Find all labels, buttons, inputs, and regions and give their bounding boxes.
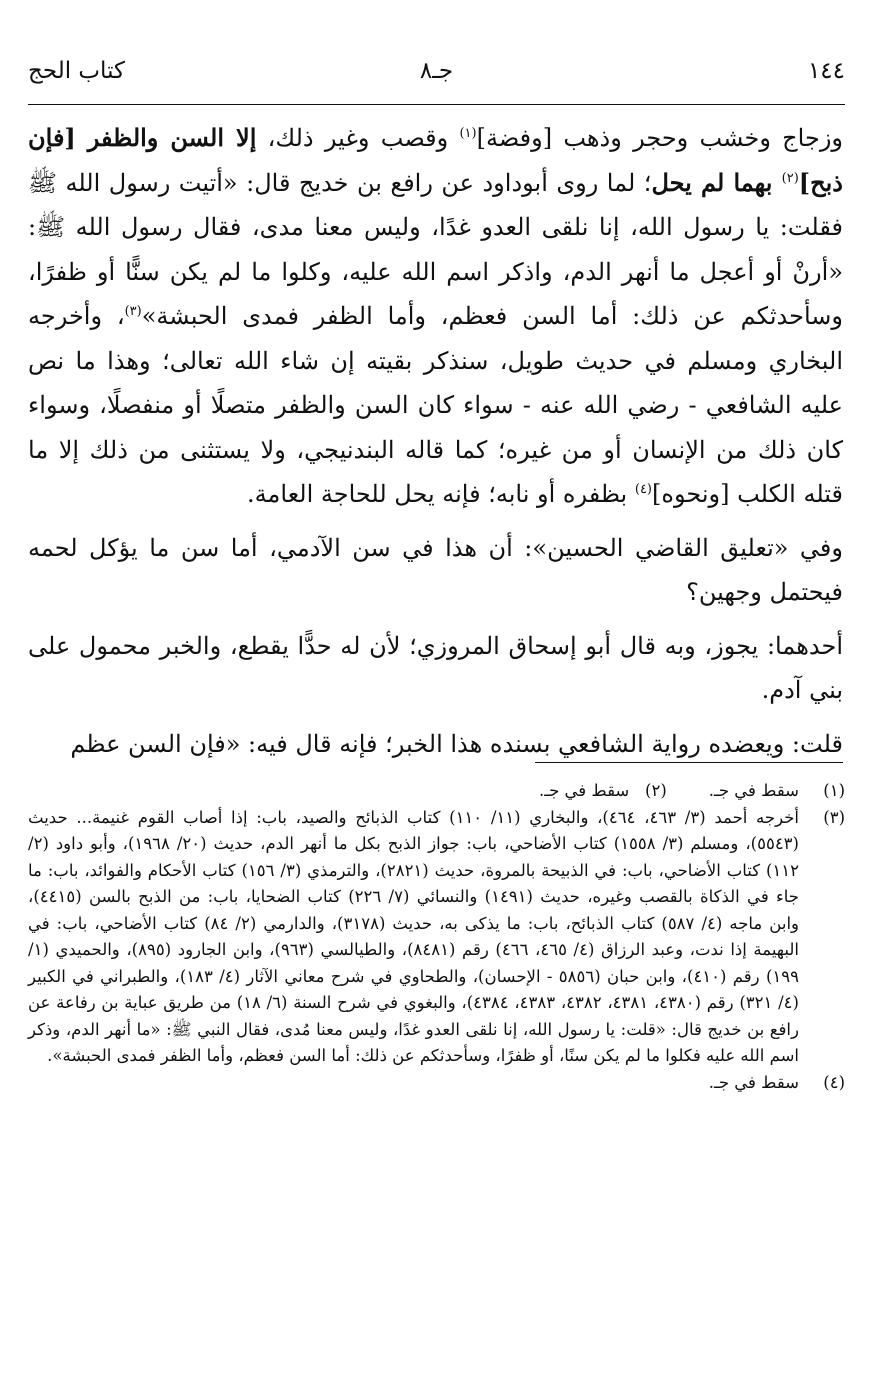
footnote-3 xyxy=(28,805,845,1070)
footnote-number: (٤) xyxy=(823,1072,845,1092)
footnote-ref-1: (١) xyxy=(459,126,477,141)
footnote-text: أخرجه أحمد (٣/ ٤٦٣، ٤٦٤)، والبخاري (١١/ ١١٠) كتاب الذبائح والصيد، باب: إذا أصاب القوم غنيمة... حديث (٥٥٤٣)، ومسلم (٣/ ١٥٥٨) كتاب الأضاحي، باب: جواز الذبح بكل ما أنهر الدم، حديث (٢٠/ ١٩٦٨)، وأبو داود (٢/ ١١٢) كتاب الأضاحي، باب: في الذبيحة بالمروة، حديث (٢٨٢١)، والترمذي (٣/ ١٥٦) كتاب الأحكام والفوائد، باب: ما جاء في الذكاة بالقصب وغيره، حديث (١٤٩١) والنسائي (٧/ ٢٢٦) كتاب الضحايا، باب: من الذبح بالسن (٤٤١٥)، وابن ماجه (٤/ ٥٨٧) كتاب الذبائح، باب: ما يذكى به، حديث (٣١٧٨)، والدارمي (٢/ ٨٤) كتاب الأضاحي، باب: في البهيمة إذا ندت، وعبد الرزاق (٤/ ٤٦٥، ٤٦٦) رقم (٨٤٨١)، والطيالسي (٩٦٣)، وابن الجارود (٨٩٥)، والحميدي (١/ ١٩٩) رقم (٤١٠)، وابن حبان (٥٨٥٦ - الإحسان)، والطحاوي في شرح معاني الآثار (٤/ ١٨٣)، والطبراني في الكبير (٤/ ٣٢١) رقم (٤٣٨٠، ٤٣٨١، ٤٣٨٢، ٤٣٨٣، ٤٣٨٤)، والبغوي في شرح السنة (٦/ ١٨) من طريق عباية بن رفاعة عن رافع بن خديج قال: «قلت: يا رسول الله، إنا نلقى العدو غدًا، وليس معنا مُدى، فقال النبي ﷺ: «ما أنهر الدم، وذكر اسم الله عليه فكلوا ما لم يكن سنًا، أو ظفرًا، وسأحدثكم عن ذلك: أما السن فعظم، وأما الظفر فمدى الحبشة». xyxy=(28,807,799,1065)
paragraph-4: قلت: ويعضده رواية الشافعي بسنده هذا الخبر؛ فإنه قال فيه: «فإن السن عظم xyxy=(70,729,843,758)
footnote-4 xyxy=(28,1070,845,1097)
running-header xyxy=(28,58,845,98)
footnote-number: (٣) xyxy=(823,807,845,827)
text-run: ؛ لما روى أبوداود عن رافع بن خديج قال: «أتيت رسول الله ﷺ فقلت: يا رسول الله، إنا نلقى العدو غدًا، وليس معنا مدى، فقال رسول الله ﷺ: «أرنْ أو أعجل ما أنهر الدم، واذكر اسم الله عليه، وكلوا ما لم يكن سنًّا أو ظفرًا، وسأحدثكم عن ذلك: أما السن فعظم، وأما الظفر فمدى الحبشة» xyxy=(28,168,844,330)
footnote-ref-2: (٢) xyxy=(781,170,799,186)
book-title: كتاب الحج xyxy=(28,58,125,84)
text-run: بظفره أو نابه؛ فإنه يحل للحاجة العامة. xyxy=(247,480,635,508)
bold-text-run: بهما لم يحل xyxy=(651,167,782,197)
bold-text-run: إلا السن والظفر [فإن ذبح] xyxy=(28,123,843,197)
footnotes xyxy=(28,778,845,1096)
paragraph-1 xyxy=(28,116,843,517)
text-run: وزجاج وخشب وحجر وذهب [وفضة] xyxy=(476,124,843,152)
paragraph-3: أحدهما: يجوز، وبه قال أبو إسحاق المروزي؛ لأن له حدًّا يقطع، والخبر محمول على بني آدم. xyxy=(28,631,843,704)
footnote-text: سقط في جـ. xyxy=(708,1072,799,1092)
page-number: ١٤٤ xyxy=(807,58,845,84)
text-run: وقصب وغير ذلك، xyxy=(256,124,460,152)
text-run: ، وأخرجه البخاري ومسلم في حديث طويل، سنذكر بقيته إن شاء الله تعالى؛ وهذا ما نص عليه الشافعي - رضي الله عنه - سواء كان السن والظفر متصلًا أو منفصلًا، وسواء كان ذلك من الإنسان أو من غيره؛ كما قاله البندنيجي، ولا يستثنى من ذلك إلا ما قتله الكلب [ونحوه] xyxy=(28,302,843,508)
main-text xyxy=(28,116,843,775)
footnote-1-2 xyxy=(28,778,845,805)
footnote-ref-4: (٤) xyxy=(634,482,652,497)
header-divider xyxy=(28,104,845,105)
footnote-number: (١) xyxy=(823,781,845,800)
footnotes-divider xyxy=(535,762,843,763)
footnote-text: سقط في جـ. xyxy=(539,781,630,800)
volume-label: جـ٨ xyxy=(419,58,454,84)
footnote-ref-3: (٣) xyxy=(124,304,142,319)
footnote-text: سقط في جـ. xyxy=(708,781,799,800)
paragraph-2: وفي «تعليق القاضي الحسين»: أن هذا في سن الآدمي، أما سن ما يؤكل لحمه فيحتمل وجهين؟ xyxy=(28,533,843,606)
footnote-number: (٢) xyxy=(645,781,667,800)
